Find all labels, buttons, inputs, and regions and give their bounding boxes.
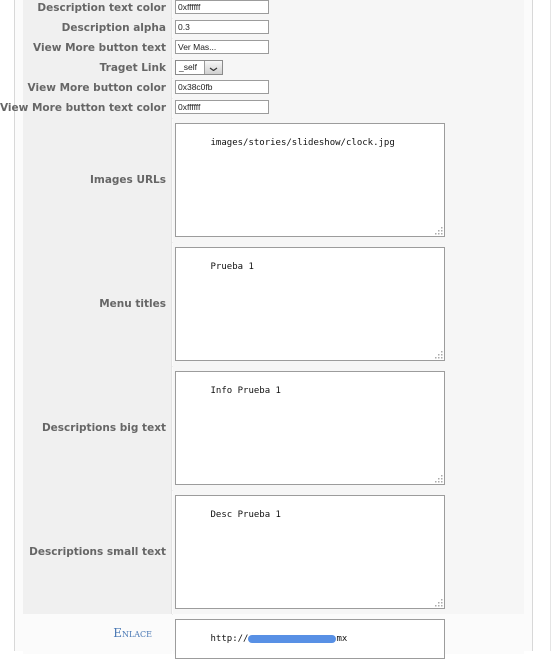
enlace-suffix: mx bbox=[336, 634, 348, 644]
resize-grip-icon[interactable] bbox=[433, 597, 443, 607]
descriptions-small-text-textarea[interactable] bbox=[175, 495, 445, 609]
descriptions-big-text-textarea[interactable] bbox=[175, 371, 445, 485]
textarea-content: Prueba 1 bbox=[210, 262, 254, 272]
field-label: View More button color bbox=[23, 78, 172, 98]
field-label: View More button text color bbox=[23, 98, 172, 118]
row-descriptions-small-text bbox=[23, 490, 524, 615]
field-label: Images URLs bbox=[23, 118, 172, 242]
textarea-content: Desc Prueba 1 bbox=[210, 510, 281, 520]
field-label: Traget Link bbox=[23, 58, 172, 78]
scroll-edge bbox=[550, 0, 551, 651]
enlace-label: Enlace bbox=[113, 625, 152, 640]
menu-titles-textarea[interactable] bbox=[175, 247, 445, 361]
target-link-value: _self bbox=[179, 62, 197, 72]
row-view-more-button-text bbox=[23, 38, 524, 59]
row-view-more-button-text-color bbox=[0, 98, 524, 119]
enlace-prefix: http:// bbox=[210, 634, 249, 644]
row-view-more-button-color bbox=[23, 78, 524, 99]
row-target-link bbox=[23, 58, 524, 79]
row-menu-titles bbox=[23, 242, 524, 367]
field-label: View More button text bbox=[23, 38, 172, 58]
view-more-button-text-color-input[interactable]: 0xffffff bbox=[175, 100, 269, 114]
row-descriptions-big-text bbox=[23, 366, 524, 491]
chevron-down-icon bbox=[209, 64, 218, 71]
target-link-select[interactable] bbox=[175, 60, 223, 75]
resize-grip-icon[interactable] bbox=[433, 473, 443, 483]
row-description-alpha bbox=[23, 18, 524, 39]
row-description-text-color bbox=[23, 0, 524, 19]
dropdown-button[interactable] bbox=[204, 61, 222, 74]
redacted-text bbox=[248, 635, 336, 643]
row-images-urls bbox=[23, 118, 524, 243]
resize-grip-icon[interactable] bbox=[433, 349, 443, 359]
field-label: Description alpha bbox=[23, 18, 172, 38]
images-urls-textarea[interactable] bbox=[175, 123, 445, 237]
description-text-color-input[interactable]: 0xffffff bbox=[175, 0, 269, 14]
textarea-content: images/stories/slideshow/clock.jpg bbox=[210, 138, 395, 148]
view-more-button-color-input[interactable]: 0x38c0fb bbox=[175, 80, 269, 94]
textarea-content: Info Prueba 1 bbox=[210, 386, 281, 396]
field-label: Description text color bbox=[23, 0, 172, 18]
view-more-button-text-input[interactable]: Ver Mas... bbox=[175, 40, 269, 54]
description-alpha-input[interactable]: 0.3 bbox=[175, 20, 269, 34]
enlace-textarea[interactable] bbox=[175, 619, 445, 659]
field-label: Menu titles bbox=[23, 242, 172, 366]
field-label: Descriptions small text bbox=[23, 490, 172, 614]
field-label: Descriptions big text bbox=[23, 366, 172, 490]
resize-grip-icon[interactable] bbox=[433, 225, 443, 235]
